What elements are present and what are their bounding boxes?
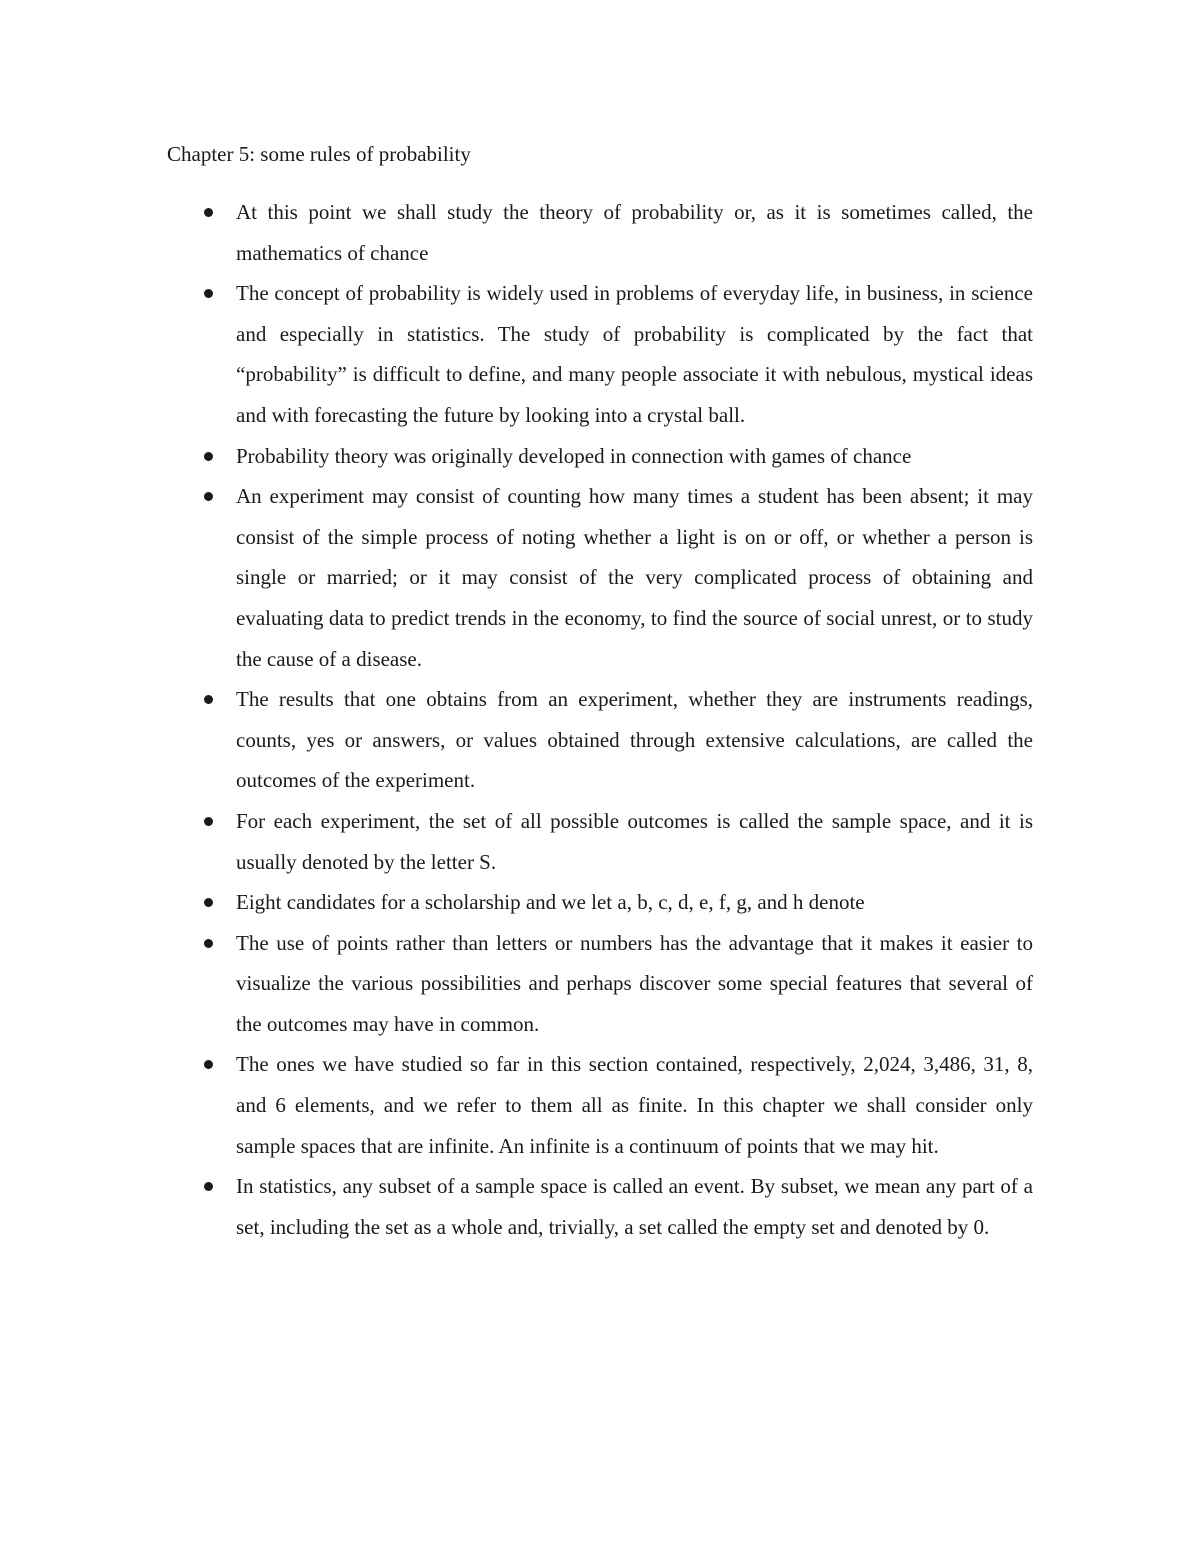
bullet-icon [204,1060,213,1069]
bullet-icon [204,1182,213,1191]
bullet-list [167,192,1033,1247]
bullet-icon [204,695,213,704]
list-item [167,679,1033,801]
document-page [167,136,1033,1247]
list-item-text: Eight candidates for a scholarship and we let a, b, c, d, e, f, g, and h denote [236,890,865,915]
bullet-icon [204,898,213,907]
bullet-icon [204,492,213,501]
list-item-text: An experiment may consist of counting how many times a student has been absent; it may consist of the simple process of noting whether a light is on or off, or whether a person is single or married; or it may consist of the very complicated process of obtaining and evaluating data to predict trends in the economy, to find the source of social unrest, or to study the cause of a disease. [236,484,1033,671]
list-item-text: In statistics, any subset of a sample space is called an event. By subset, we mean any part of a set, including the set as a whole and, trivially, a set called the empty set and denoted by 0. [236,1174,1033,1239]
list-item-text: The results that one obtains from an experiment, whether they are instruments readings, counts, yes or answers, or values obtained through extensive calculations, are called the outcomes of the experiment. [236,687,1033,793]
bullet-icon [204,939,213,948]
bullet-icon [204,208,213,217]
list-item [167,1166,1033,1247]
list-item [167,192,1033,273]
list-item-text: The use of points rather than letters or numbers has the advantage that it makes it easier to visualize the various possibilities and perhaps discover some special features that several of the outcomes may have in common. [236,930,1033,1036]
bullet-icon [204,452,213,461]
list-item [167,882,1033,923]
list-item-text: At this point we shall study the theory of probability or, as it is sometimes called, the mathematics of chance [236,200,1033,265]
list-item [167,273,1033,435]
list-item-text: Probability theory was originally developed in connection with games of chance [236,443,912,468]
list-item-text: The ones we have studied so far in this section contained, respectively, 2,024, 3,486, 31, 8, and 6 elements, and we refer to them all as finite. In this chapter we shall consider only sample spaces that are infinite. An infinite is a continuum of points that we may hit. [236,1052,1033,1158]
list-item [167,1044,1033,1166]
list-item [167,436,1033,477]
list-item [167,476,1033,679]
list-item-text: For each experiment, the set of all possible outcomes is called the sample space, and it is usually denoted by the letter S. [236,808,1033,874]
bullet-icon [204,817,213,826]
bullet-icon [204,289,213,298]
page-title: Chapter 5: some rules of probability [167,142,471,166]
list-item [167,801,1033,882]
list-item-text: The concept of probability is widely used in problems of everyday life, in business, in science and especially in statistics. The study of probability is complicated by the fact that “probability” is difficult to define, and many people associate it with nebulous, mystical ideas and with forecasting the future by looking into a crystal ball. [236,281,1033,427]
list-item [167,923,1033,1045]
